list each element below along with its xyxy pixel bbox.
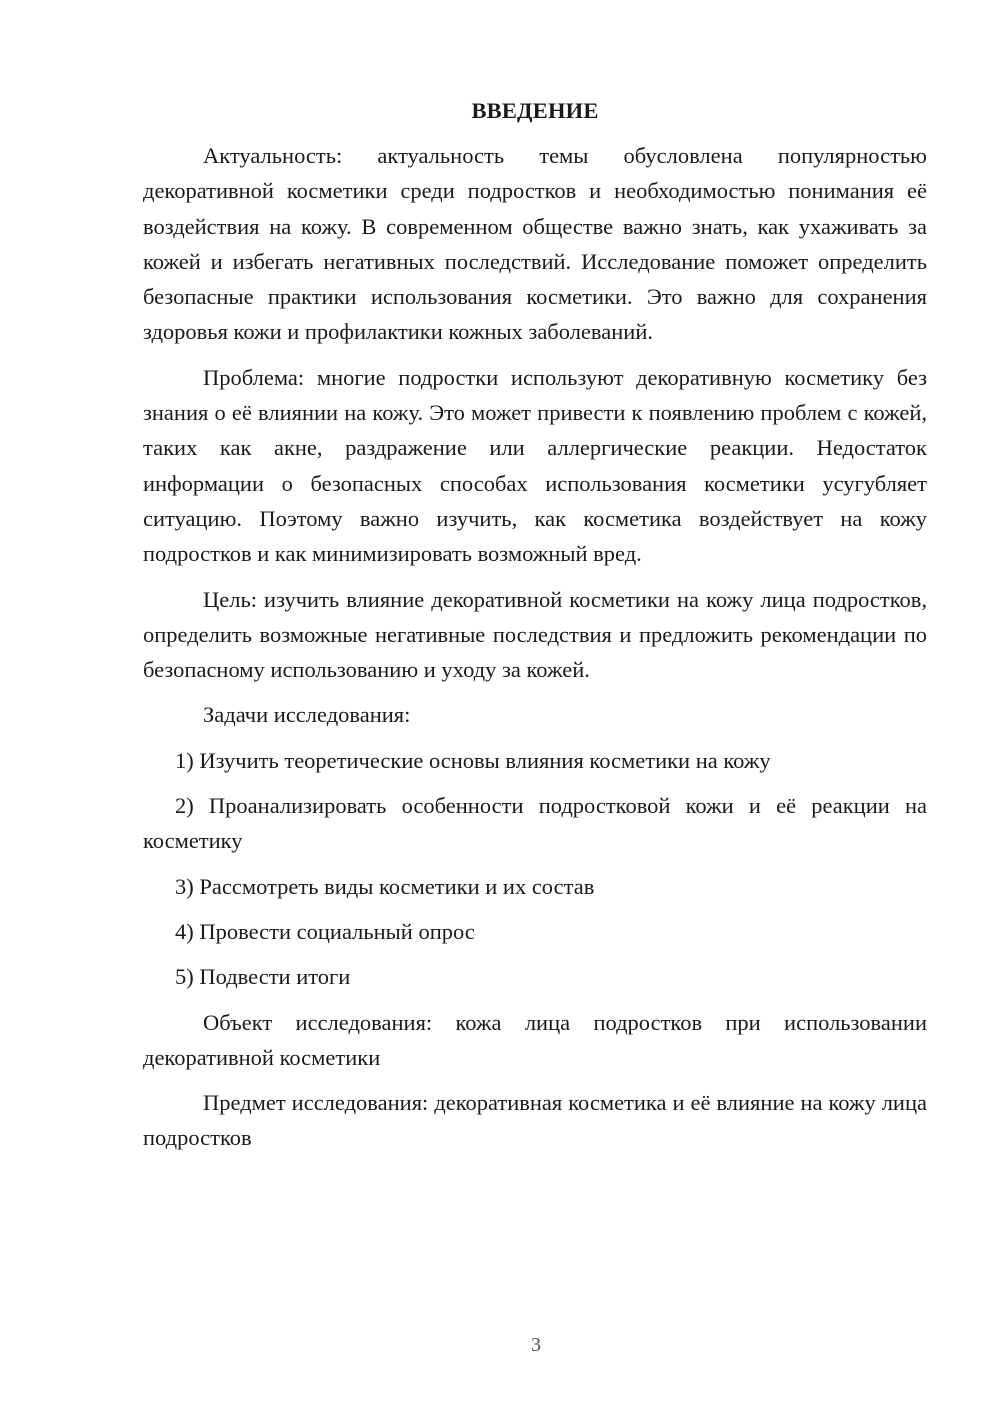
task-item-5: 5) Подвести итоги bbox=[175, 964, 351, 990]
paragraph-problem: Проблема: многие подростки используют декоративную косметику без знания о её влиянии на кожу. Это может привести к появлению проблем с кожей, таких как акне, раздражение или аллергические реакции. Недостаток информации о безопасных способах использования косметики усугубляет ситуацию. Поэтому важно изучить, как косметика воздействует на кожу подростков и как минимизировать возможный вред. bbox=[143, 364, 927, 567]
task-item-2: 2) Проанализировать особенности подростковой кожи и её реакции на косметику bbox=[143, 793, 927, 854]
section-title: ВВЕДЕНИЕ bbox=[471, 98, 599, 123]
paragraph-relevance: Актуальность: актуальность темы обусловлена популярностью декоративной косметики среди подростков и необходимостью понимания её воздействия на кожу. В современном обществе важно знать, как ухаживать за кожей и избегать негативных последствий. Исследование поможет определить безопасные практики использования косметики. Это важно для сохранения здоровья кожи и профилактики кожных заболеваний. bbox=[143, 143, 927, 345]
paragraph-object: Объект исследования: кожа лица подростков при использовании декоративной косметики bbox=[143, 1009, 927, 1070]
task-item-3: 3) Рассмотреть виды косметики и их состав bbox=[175, 873, 595, 899]
task-item-1: 1) Изучить теоретические основы влияния косметики на кожу bbox=[175, 747, 771, 773]
paragraph-goal: Цель: изучить влияние декоративной косметики на кожу лица подростков, определить возможные негативные последствия и предложить рекомендации по безопасному использованию и уходу за кожей. bbox=[143, 586, 927, 683]
page-content bbox=[143, 93, 927, 1166]
page-number: 3 bbox=[531, 1334, 541, 1356]
paragraph-subject: Предмет исследования: декоративная косметика и её влияние на кожу лица подростков bbox=[143, 1090, 927, 1151]
tasks-heading: Задачи исследования: bbox=[203, 702, 411, 728]
task-item-4: 4) Провести социальный опрос bbox=[175, 918, 475, 944]
